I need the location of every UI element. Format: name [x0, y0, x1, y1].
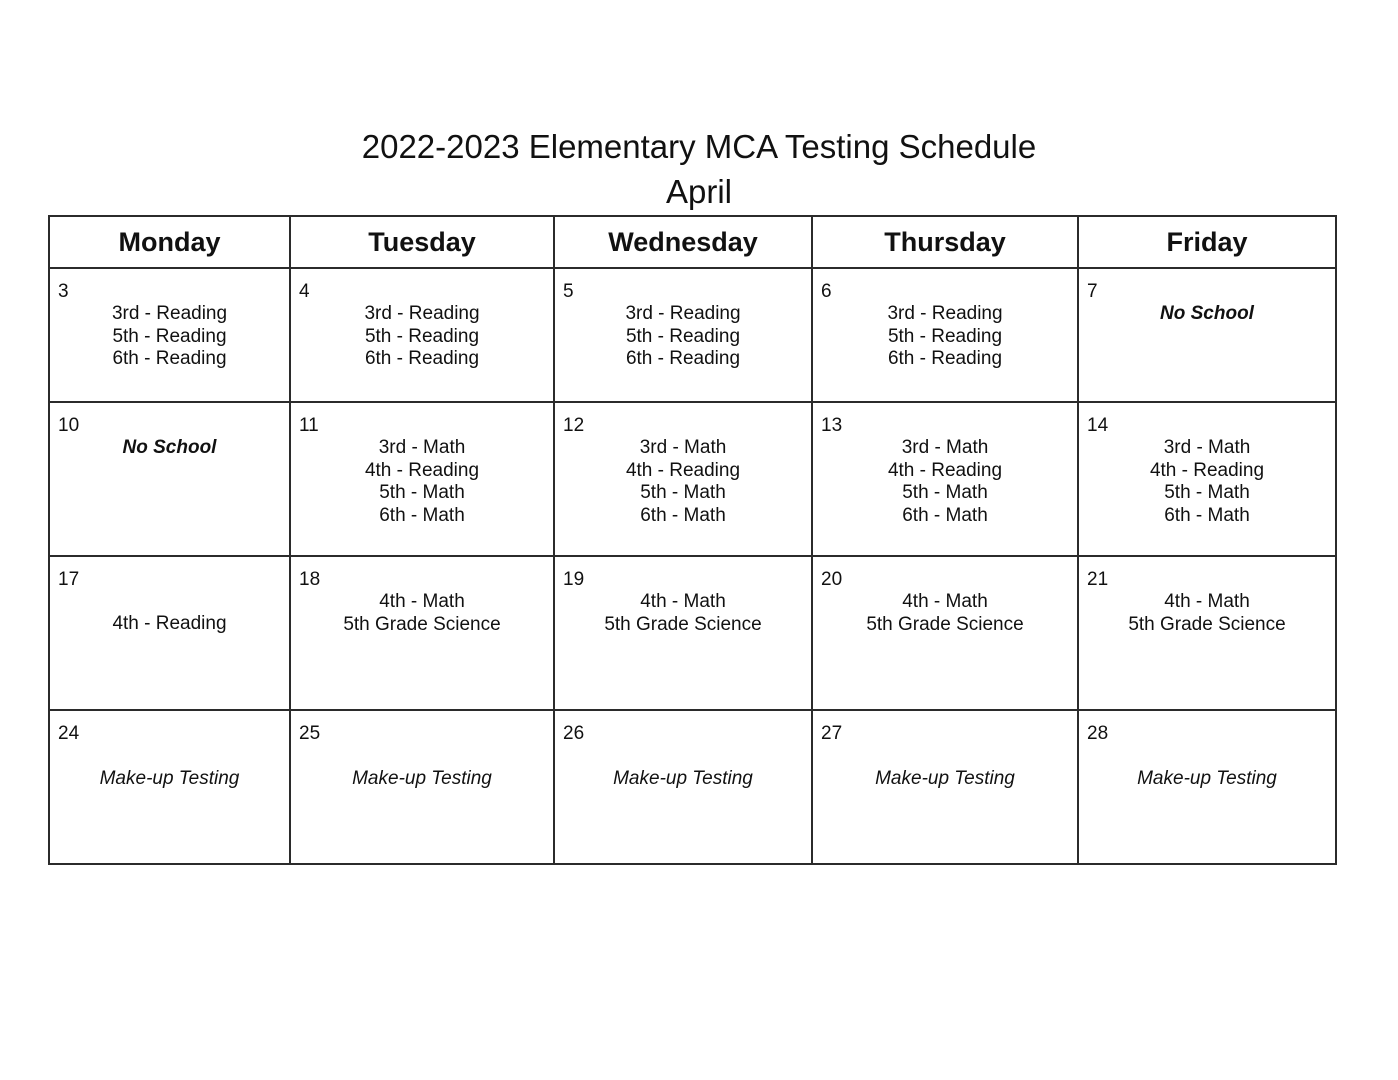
calendar-table — [48, 215, 1337, 865]
day-cell — [49, 556, 290, 710]
weekday-header-monday: Monday — [49, 216, 290, 268]
day-number: 3 — [58, 281, 69, 302]
test-entry: 5th Grade Science — [604, 613, 762, 635]
test-entry: 5th - Reading — [112, 325, 227, 347]
test-entry: 5th - Reading — [887, 325, 1003, 347]
day-number: 26 — [563, 723, 585, 744]
makeup-testing-label: Make-up Testing — [1137, 768, 1277, 789]
day-number: 14 — [1087, 415, 1109, 436]
day-number: 25 — [299, 723, 321, 744]
test-entry: 6th - Math — [640, 504, 726, 526]
day-number: 4 — [299, 281, 310, 302]
test-entry: 6th - Reading — [887, 348, 1003, 369]
day-entries — [50, 303, 289, 371]
test-entry: 5th Grade Science — [1128, 613, 1286, 635]
day-number: 13 — [821, 415, 843, 436]
week-row — [49, 402, 1336, 556]
test-entry: 5th Grade Science — [866, 613, 1024, 635]
day-cell — [49, 710, 290, 864]
day-cell — [290, 268, 554, 402]
day-number: 12 — [563, 415, 585, 436]
day-cell — [554, 556, 812, 710]
makeup-testing-label: Make-up Testing — [613, 768, 753, 789]
day-entries — [50, 437, 289, 460]
test-entry: 3rd - Reading — [111, 303, 228, 324]
test-entry: 5th - Reading — [625, 325, 741, 347]
month-title: April — [665, 173, 733, 210]
day-cell — [1078, 268, 1336, 402]
day-entries — [1079, 303, 1335, 326]
makeup-testing-label: Make-up Testing — [99, 768, 240, 789]
test-entry: 3rd - Math — [1163, 437, 1251, 458]
day-cell — [1078, 710, 1336, 864]
weekday-header-row — [49, 216, 1336, 268]
day-entries — [1079, 768, 1335, 791]
day-entries — [555, 303, 811, 371]
day-number: 21 — [1087, 569, 1109, 590]
day-entries — [291, 591, 553, 636]
test-entry: 4th - Math — [379, 591, 465, 612]
test-entry: 5th - Math — [1164, 482, 1250, 503]
day-number: 19 — [563, 569, 585, 590]
day-entries — [813, 591, 1077, 636]
test-entry: 5th - Math — [640, 482, 726, 503]
day-number: 11 — [299, 415, 319, 436]
test-entry: 3rd - Reading — [625, 303, 741, 324]
day-entries — [291, 768, 553, 791]
day-entries — [1079, 437, 1335, 527]
day-entries — [813, 768, 1077, 791]
day-number: 28 — [1087, 723, 1109, 744]
test-entry: 4th - Reading — [887, 459, 1003, 481]
test-entry: 4th - Math — [902, 591, 988, 612]
test-entry: 6th - Reading — [112, 348, 227, 369]
day-cell — [1078, 556, 1336, 710]
makeup-testing-label: Make-up Testing — [875, 768, 1015, 789]
day-cell — [554, 710, 812, 864]
test-entry: 3rd - Math — [378, 437, 466, 458]
test-entry: 4th - Math — [640, 591, 726, 612]
test-entry: 5th Grade Science — [343, 613, 501, 635]
day-cell — [49, 268, 290, 402]
week-row — [49, 268, 1336, 402]
weekday-header-friday: Friday — [1078, 216, 1336, 268]
test-entry: 6th - Reading — [364, 348, 480, 369]
day-cell — [290, 710, 554, 864]
weekday-header-tuesday: Tuesday — [290, 216, 554, 268]
weekday-header-thursday: Thursday — [812, 216, 1078, 268]
day-entries — [291, 303, 553, 371]
test-entry: 5th - Math — [379, 482, 465, 503]
day-number: 10 — [58, 415, 80, 436]
test-entry: 3rd - Math — [639, 437, 727, 458]
test-entry: 4th - Reading — [364, 459, 480, 481]
day-entries — [813, 303, 1077, 371]
day-number: 5 — [563, 281, 574, 302]
test-entry: 6th - Math — [1164, 504, 1250, 526]
day-number: 6 — [821, 281, 832, 302]
test-entry: 4th - Reading — [625, 459, 741, 481]
day-number: 18 — [299, 569, 321, 590]
day-number: 17 — [58, 569, 80, 590]
week-row — [49, 556, 1336, 710]
day-cell — [1078, 402, 1336, 556]
day-cell — [812, 556, 1078, 710]
day-entries — [555, 591, 811, 636]
no-school-label: No School — [122, 437, 217, 458]
week-row — [49, 710, 1336, 864]
test-entry: 6th - Math — [379, 504, 465, 526]
day-number: 27 — [821, 723, 843, 744]
no-school-label: No School — [1160, 303, 1254, 324]
test-entry: 3rd - Reading — [887, 303, 1003, 324]
day-cell — [290, 402, 554, 556]
day-entries — [50, 768, 289, 791]
day-cell — [49, 402, 290, 556]
test-entry: 4th - Math — [1164, 591, 1250, 612]
day-entries — [50, 613, 289, 636]
day-cell — [554, 402, 812, 556]
day-entries — [813, 437, 1077, 527]
test-entry: 6th - Math — [902, 504, 988, 526]
page-title: 2022-2023 Elementary MCA Testing Schedule — [361, 128, 1037, 165]
day-cell — [812, 268, 1078, 402]
test-entry: 3rd - Reading — [364, 303, 480, 324]
day-entries — [1079, 591, 1335, 636]
day-number: 20 — [821, 569, 843, 590]
test-entry: 3rd - Math — [901, 437, 989, 458]
day-entries — [291, 437, 553, 527]
test-entry: 5th - Reading — [364, 325, 480, 347]
test-entry: 4th - Reading — [1149, 459, 1265, 481]
day-cell — [554, 268, 812, 402]
day-entries — [555, 768, 811, 791]
makeup-testing-label: Make-up Testing — [352, 768, 492, 789]
test-entry: 4th - Reading — [112, 613, 227, 634]
day-cell — [812, 402, 1078, 556]
test-entry: 6th - Reading — [625, 348, 741, 369]
day-number: 24 — [58, 723, 80, 744]
day-entries — [555, 437, 811, 527]
day-cell — [812, 710, 1078, 864]
test-entry: 5th - Math — [902, 482, 988, 503]
day-cell — [290, 556, 554, 710]
weekday-header-wednesday: Wednesday — [554, 216, 812, 268]
day-number: 7 — [1087, 281, 1098, 302]
